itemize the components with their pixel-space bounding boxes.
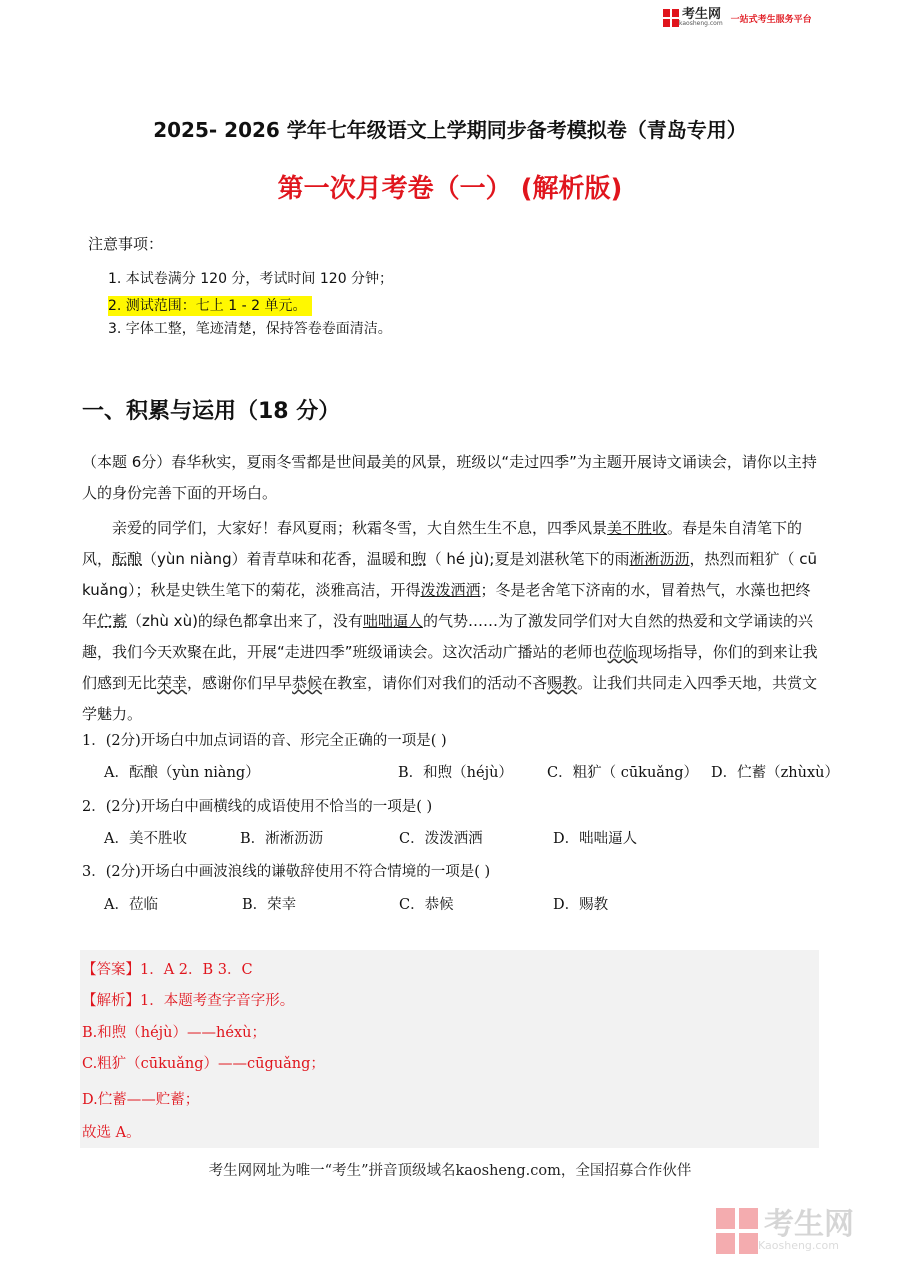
- passage: [82, 513, 822, 730]
- q2-option-a: A．美不胜收: [104, 831, 187, 847]
- dotted-word: 煦: [411, 550, 427, 568]
- analysis-detail: C.粗犷（cūkuǎng）——cūguǎng；: [82, 1056, 325, 1072]
- passage-text: ，感谢你们早早: [187, 674, 293, 692]
- watermark-text: [758, 1207, 854, 1252]
- note-item: 3. 字体工整，笔迹清楚，保持答卷卷面清洁。: [108, 321, 392, 337]
- analysis-line: [82, 989, 294, 1010]
- notes-heading: 注意事项：: [88, 235, 164, 253]
- passage-text: ，热烈而粗犷（ cū kuǎng）；秋是史铁生笔下的菊花，淡雅高洁，开得: [82, 550, 818, 599]
- logo-name: 考生网: [682, 7, 722, 22]
- answer-text: 1．A 2．B 3．C: [140, 962, 253, 978]
- passage-text: 在教室，请你们对我们的活动不吝: [322, 674, 548, 692]
- wavy-word: 赐教: [547, 674, 578, 692]
- q3-option-c: C．恭候: [399, 897, 454, 913]
- note-highlight: 2. 测试范围：七上 1 - 2 单元。: [108, 296, 312, 316]
- watermark-name: 考生网: [764, 1207, 854, 1242]
- wavy-word: 恭候: [292, 674, 323, 692]
- wavy-word: 莅临: [607, 643, 638, 661]
- analysis-label: 【解析】: [82, 993, 140, 1009]
- analysis-detail: B.和煦（héjù）——héxù；: [82, 1025, 266, 1041]
- watermark-site: Kaosheng.com: [758, 1239, 839, 1252]
- q2-option-c: C．泼泼洒洒: [399, 831, 483, 847]
- document-subtitle: 第一次月考卷（一） (解析版): [277, 174, 623, 204]
- idiom-underlined: 美不胜收: [607, 519, 668, 537]
- idiom-underlined: 咄咄逼人: [362, 612, 423, 630]
- dotted-word: 酝酿: [112, 550, 143, 568]
- passage-text: ；冬是老舍笔下济南的水，冒着热气，水藻也把终年: [82, 581, 811, 630]
- q1-option-b: B．和煦（héjù）: [398, 765, 513, 781]
- answer-box: [80, 950, 819, 1148]
- q3-option-d: D．赐教: [553, 897, 609, 913]
- idiom-underlined: 泼泼洒洒: [420, 581, 481, 599]
- analysis-detail: D.伫蓄——贮蓄；: [82, 1092, 200, 1108]
- question-3: 3．(2分)开场白中画波浪线的谦敬辞使用不符合情境的一项是( ): [82, 864, 491, 880]
- answer-label: 【答案】: [82, 962, 140, 978]
- q2-option-d: D．咄咄逼人: [553, 831, 638, 847]
- analysis-conclusion: 故选 A。: [82, 1125, 141, 1141]
- dotted-word: 伫蓄: [97, 612, 128, 630]
- watermark-logo-icon: [716, 1208, 758, 1254]
- q1-option-d: D．伫蓄（zhùxù）: [711, 765, 839, 781]
- document-title: 2025- 2026 学年七年级语文上学期同步备考模拟卷（青岛专用）: [153, 118, 747, 142]
- question-2: 2．(2分)开场白中画横线的成语使用不恰当的一项是( ): [82, 799, 433, 815]
- passage-text: 现场指导，你们的到来让我们感到无比: [82, 643, 818, 692]
- question-1: 1．(2分)开场白中加点词语的音、形完全正确的一项是( ): [82, 733, 447, 749]
- passage-text: 亲爱的同学们，大家好！春风夏雨；秋霜冬雪，大自然生生不息，四季风景: [112, 519, 608, 537]
- logo-site: kaosheng.com: [679, 20, 723, 27]
- passage-text: 。春是朱自清笔下的风，: [82, 519, 803, 568]
- footer-text: 考生网网址为唯一“考生”拼音顶级域名kaosheng.com，全国招募合作伙伴: [208, 1163, 692, 1179]
- passage-text: （ hé jù);夏是刘湛秋笔下的雨: [426, 550, 630, 568]
- idiom-underlined: 淅淅沥沥: [629, 550, 690, 568]
- header-logo: [663, 7, 812, 29]
- note-item: 1. 本试卷满分 120 分，考试时间 120 分钟；: [108, 271, 394, 287]
- passage-text: 。让我们共同走入四季天地，共赏文学魅力。: [82, 674, 818, 723]
- logo-text: [679, 9, 723, 27]
- note-item-highlighted: [108, 295, 312, 315]
- watermark: [716, 1208, 854, 1254]
- passage-text: （zhù xù)的绿色都拿出来了，没有: [127, 612, 363, 630]
- analysis-text: 1．本题考查字音字形。: [140, 993, 295, 1009]
- header-slogan: 一站式考生服务平台: [730, 14, 812, 25]
- wavy-word: 荣幸: [157, 674, 188, 692]
- q2-option-b: B．淅淅沥沥: [240, 831, 324, 847]
- kaosheng-logo-icon: [663, 9, 679, 27]
- section-title: 一、积累与运用（18 分）: [82, 399, 341, 424]
- passage-text: 的气势……为了激发同学们对大自然的热爱和文学诵读的兴趣，我们今天欢聚在此，开展“走进四季”班级诵读会。这次活动广播站的老师也: [82, 612, 813, 661]
- answer-line: [82, 958, 253, 979]
- q1-option-a: A．酝酿（yùn niàng）: [104, 765, 260, 781]
- question-intro: （本题 6分）春华秋实，夏雨冬雪都是世间最美的风景，班级以“走过四季”为主题开展诗文诵读会，请你以主持人的身份完善下面的开场白。: [82, 453, 817, 502]
- passage-text: （yùn niàng）着青草味和花香，温暖和: [142, 550, 412, 568]
- q3-option-a: A．莅临: [104, 897, 158, 913]
- q1-option-c: C．粗犷（ cūkuǎng）: [547, 765, 699, 781]
- q3-option-b: B．荣幸: [242, 897, 297, 913]
